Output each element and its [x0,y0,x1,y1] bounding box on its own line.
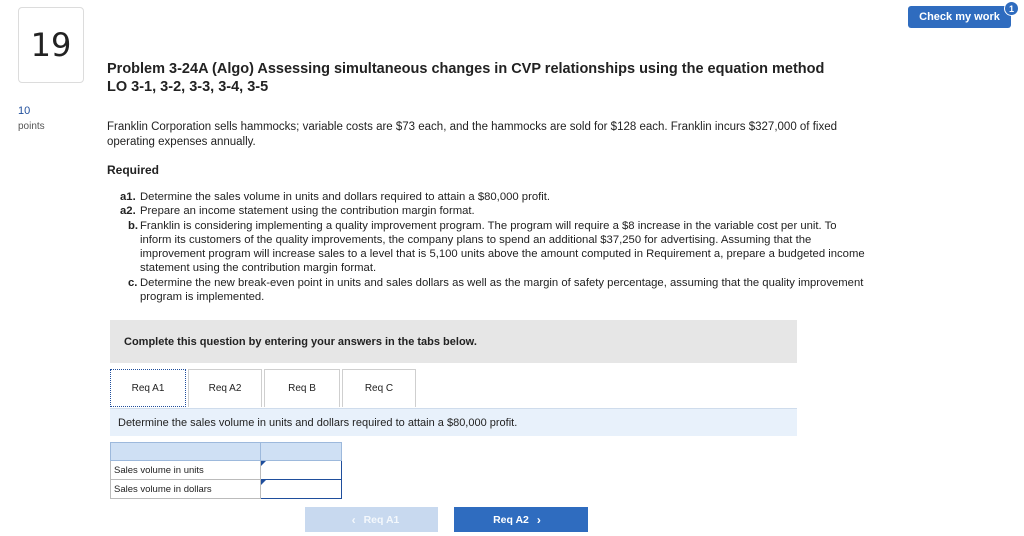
entry-marker-icon [261,461,266,466]
table-row [111,461,342,480]
sales-dollars-input[interactable] [261,481,341,498]
requirement-tag: c. [128,276,138,289]
header-cell-value [261,443,342,461]
table-row [111,480,342,499]
check-my-work-button[interactable]: Check my work [908,6,1011,28]
tab-req-c[interactable]: Req C [342,369,416,407]
required-heading: Required [107,163,160,177]
tab-req-b[interactable]: Req B [264,369,340,407]
row-label: Sales volume in units [111,461,261,480]
tab-req-a1[interactable]: Req A1 [110,369,186,407]
question-number: 19 [30,26,72,64]
requirement-c [120,276,868,305]
requirement-tag: a2. [120,205,136,218]
prev-tab-label: Req A1 [363,513,400,526]
requirement-a1 [120,190,868,204]
check-count-badge: 1 [1004,1,1019,16]
next-tab-label: Req A2 [493,513,529,526]
requirement-text: Franklin is considering implementing a quality improvement program. The program will require a $8 increase in the variable cost per unit. To inform its customers of the quality improvements, the company plans to spend an additional $37,250 for advertising. Assuming that the improvement program will increase sales to a level that is 5,100 units above the amount computed in Requirement a, prepare a budgeted income statement using the contribution margin format. [140,219,865,275]
sales-dollars-cell [261,480,342,499]
answer-table [110,442,342,499]
requirement-tabs [110,369,418,407]
instructions-bar: Complete this question by entering your answers in the tabs below. [110,320,797,363]
requirement-tag: a1. [120,191,136,203]
tab-prompt: Determine the sales volume in units and dollars required to attain a $80,000 profit. [110,408,797,436]
problem-title-line1: Problem 3-24A (Algo) Assessing simultaneous changes in CVP relationships using the equation method [107,61,825,77]
requirement-tag: b. [128,219,139,232]
prev-tab-button[interactable] [305,507,438,532]
problem-intro: Franklin Corporation sells hammocks; variable costs are $73 each, and the hammocks are sold for $128 each. Franklin incurs $327,000 of fixed operating expenses annually. [107,121,837,148]
entry-marker-icon [261,480,266,485]
sales-units-cell [261,461,342,480]
problem-title [107,60,887,96]
row-label: Sales volume in dollars [111,480,261,499]
requirements-list [120,190,868,304]
requirement-a2 [120,204,868,218]
tab-req-a2[interactable]: Req A2 [188,369,262,407]
points-label: points [18,121,45,132]
points-value: 10 [18,105,31,117]
sales-units-input[interactable] [261,462,341,479]
chevron-right-icon: › [536,512,541,527]
question-number-box [18,7,84,83]
requirement-text: Determine the new break-even point in units and sales dollars as well as the margin of safety percentage, assuming that the quality improvement program is implemented. [140,276,864,304]
problem-title-line2: LO 3-1, 3-2, 3-3, 3-4, 3-5 [107,79,269,95]
answer-table-header [111,443,342,461]
requirement-b [120,219,868,276]
requirement-text: Determine the sales volume in units and dollars required to attain a $80,000 profit. [140,191,551,203]
requirement-text: Prepare an income statement using the contribution margin format. [140,205,475,218]
next-tab-button[interactable] [454,507,588,532]
header-cell-label [111,443,261,461]
chevron-left-icon: ‹ [351,512,356,527]
